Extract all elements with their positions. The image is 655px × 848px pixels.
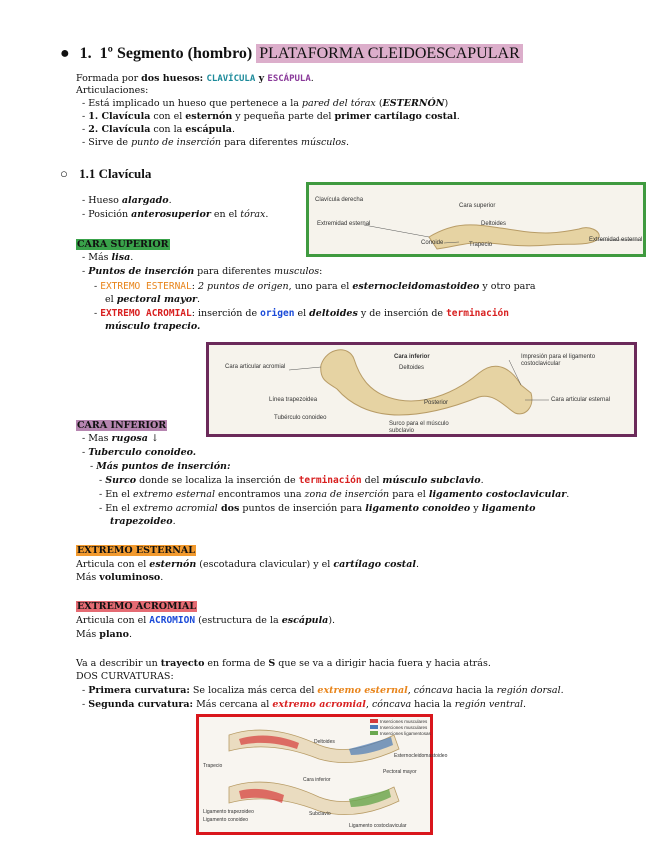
list-item: - 2. Clavícula con la escápula. <box>82 124 235 135</box>
figure-label: Ligamento trapezoideo <box>203 809 254 815</box>
legend-label: Inserciones ligamentosas <box>380 731 431 736</box>
list-item-cont: trapezoideo. <box>110 516 176 527</box>
clavicle-inferior-figure <box>206 342 637 437</box>
figure-label: Cara inferior <box>394 354 430 360</box>
articulaciones-label: Articulaciones: <box>76 85 149 96</box>
list-item: - 1. Clavícula con el esternón y pequeña parte del primer cartílago costal. <box>82 111 460 122</box>
clavicle-superior-figure <box>306 182 646 257</box>
legend-label: Inserciones musculares <box>380 719 428 724</box>
list-item: - En el extremo esternal encontramos una zona de inserción para el ligamento costoclavicular. <box>99 489 570 500</box>
list-item: - Surco donde se localiza la inserción de terminación del músculo subclavio. <box>99 475 484 486</box>
figure-label: Tubérculo conoideo <box>274 415 327 421</box>
text-line: DOS CURVATURAS: <box>76 671 174 682</box>
text-line: Va a describir un trayecto en forma de S que se va a dirigir hacia fuera y hacia atrás. <box>76 658 491 669</box>
list-item-cont: el pectoral mayor. <box>105 294 201 305</box>
figure-label: Deltoides <box>399 365 425 371</box>
figure-label: Impresión para el ligamento costoclavicular <box>521 354 596 367</box>
figure-label: Surco para el músculo subclavio <box>389 421 449 434</box>
figure-label: Ligamento conoideo <box>203 817 249 823</box>
extremo-esternal-heading: EXTREMO ESTERNAL <box>77 545 195 556</box>
figure-label: Línea trapezoidea <box>269 397 318 403</box>
text-line: Articula con el ACROMION (estructura de la escápula). <box>76 615 336 626</box>
figure-label: Cara superior <box>459 203 496 209</box>
list-item: - EXTREMO ACROMIAL: inserción de origen el deltoides y de inserción de terminación <box>94 308 509 319</box>
list-item: - Puntos de inserción para diferentes musculos: <box>82 266 323 277</box>
figure-label: Cara articular esternal <box>551 397 611 403</box>
figure-label: Cara articular acromial <box>225 364 286 370</box>
figure-label: Deltoides <box>314 739 335 745</box>
figure-label: Trapecio <box>469 242 493 248</box>
list-item: - Posición anterosuperior en el tórax. <box>82 209 269 220</box>
extremo-acromial-heading: EXTREMO ACROMIAL <box>77 601 197 612</box>
text-line: Más voluminoso. <box>76 572 164 583</box>
figure-label: Posterior <box>424 400 449 406</box>
figure-label: Deltoides <box>481 221 507 227</box>
list-item: - Más lisa. <box>82 252 134 263</box>
list-item: - Tuberculo conoideo. <box>82 447 197 458</box>
list-item: - Sirve de punto de inserción para diferentes músculos. <box>82 137 350 148</box>
list-item: - EXTREMO ESTERNAL: 2 puntos de origen, uno para el esternocleidomastoideo y otro para <box>94 281 536 292</box>
list-item: - En el extremo acromial dos puntos de inserción para ligamento conoideo y ligamento <box>99 503 536 514</box>
bullet-icon: ● <box>60 45 70 62</box>
section-highlight: PLATAFORMA CLEIDOESCAPULAR <box>256 44 523 63</box>
circle-bullet-icon: ○ <box>60 166 68 181</box>
list-item: - Primera curvatura: Se localiza más cerca del extremo esternal, cóncava hacia la región dorsal. <box>82 685 564 696</box>
text-line: Articula con el esternón (escotadura clavicular) y el cartílago costal. <box>76 559 419 570</box>
figure-label: Esternocleidomastoideo <box>394 753 448 759</box>
figure-label: Conoide <box>421 240 444 246</box>
clavicle-insertions-figure <box>196 714 448 835</box>
figure-label: Extremidad esternal <box>317 221 371 227</box>
subsection-heading: ○ 1.1 Clavícula <box>60 166 152 181</box>
figure-label: Subclavio <box>309 811 331 817</box>
list-item: - Está implicado un hueso que pertenece a la pared del tórax (ESTERNÓN) <box>82 98 449 109</box>
figure-label: Trapecio <box>203 763 223 769</box>
intro-line: Formada por dos huesos: CLAVÍCULA y ESCÁPULA. <box>76 73 314 84</box>
figure-label: Ligamento costoclavicular <box>349 823 407 829</box>
figure-label: Clavícula derecha <box>315 197 364 203</box>
text-line: Más plano. <box>76 629 132 640</box>
list-item: - Mas rugosa ↓ <box>82 433 159 444</box>
legend-label: Inserciones musculares <box>380 725 428 730</box>
list-item: - Segunda curvatura: Más cercana al extremo acromial, cóncava hacia la región ventral. <box>82 699 527 710</box>
list-item-cont: músculo trapecio. <box>105 321 201 332</box>
section-heading: ● 1. 1º Segmento (hombro) PLATAFORMA CLEIDOESCAPULAR <box>60 48 523 60</box>
figure-label: Extremidad esternal <box>589 237 643 243</box>
figure-label: Pectoral mayor <box>383 769 417 775</box>
cara-inferior-heading: CARA INFERIOR <box>77 420 167 431</box>
cara-superior-heading: CARA SUPERIOR <box>77 239 169 250</box>
figure-label: Cara inferior <box>303 777 331 783</box>
list-item: - Hueso alargado. <box>82 195 172 206</box>
list-item: - Más puntos de inserción: <box>90 461 231 472</box>
